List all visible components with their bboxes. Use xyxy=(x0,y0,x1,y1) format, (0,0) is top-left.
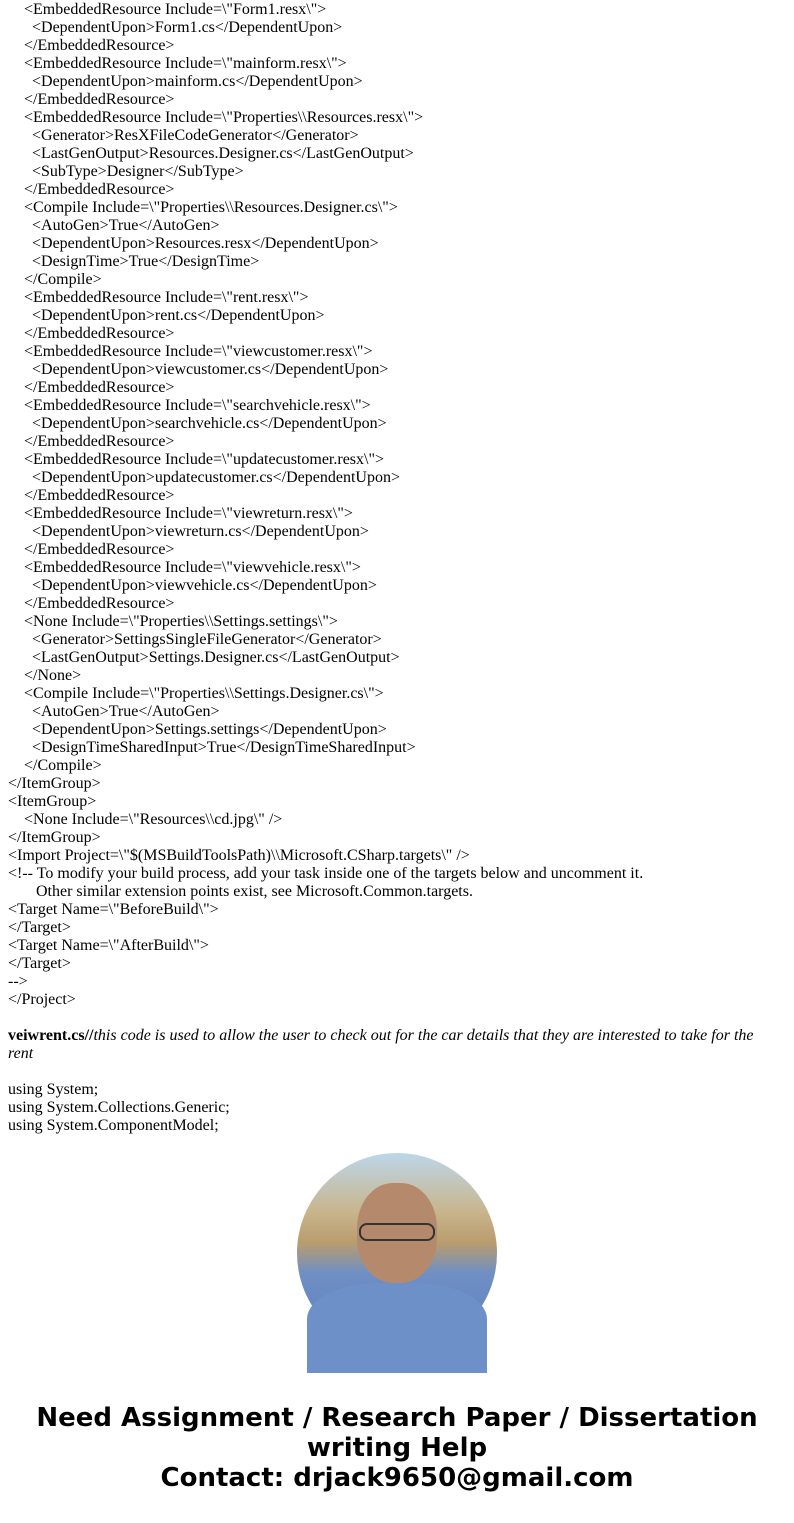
file-name: veiwrent.cs xyxy=(8,1027,85,1044)
code-line: </Compile> xyxy=(24,757,102,774)
code-line: </EmbeddedResource> xyxy=(24,91,175,108)
code-line: </EmbeddedResource> xyxy=(24,37,175,54)
comment-slashes: // xyxy=(84,1027,94,1044)
code-line: using System.ComponentModel; xyxy=(8,1117,219,1134)
code-line: <DependentUpon>Form1.cs</DependentUpon> xyxy=(32,19,343,36)
code-line: </EmbeddedResource> xyxy=(24,541,175,558)
code-line: <EmbeddedResource Include=\"rent.resx\"> xyxy=(24,289,309,306)
code-line: </ItemGroup> xyxy=(8,829,101,846)
code-line: <EmbeddedResource Include=\"Form1.resx\"> xyxy=(24,1,327,18)
code-line: <EmbeddedResource Include=\"viewvehicle.resx\"> xyxy=(24,559,361,576)
code-line: <EmbeddedResource Include=\"searchvehicle.resx\"> xyxy=(24,397,371,414)
file-note xyxy=(8,1027,778,1063)
code-line: <EmbeddedResource Include=\"viewcustomer.resx\"> xyxy=(24,343,373,360)
code-line: </EmbeddedResource> xyxy=(24,325,175,342)
code-line: <DependentUpon>updatecustomer.cs</DependentUpon> xyxy=(32,469,400,486)
code-line: <Generator>ResXFileCodeGenerator</Generator> xyxy=(32,127,359,144)
code-line: <Compile Include=\"Properties\\Resources.Designer.cs\"> xyxy=(24,199,398,216)
code-line: <DependentUpon>mainform.cs</DependentUpon> xyxy=(32,73,363,90)
code-line: <EmbeddedResource Include=\"mainform.resx\"> xyxy=(24,55,347,72)
csharp-code xyxy=(8,1081,778,1135)
code-line: </Compile> xyxy=(24,271,102,288)
code-line: --> xyxy=(8,973,28,990)
code-line: <AutoGen>True</AutoGen> xyxy=(32,703,220,720)
photo-shirt xyxy=(307,1283,487,1373)
code-line: </Target> xyxy=(8,955,71,972)
code-line: <None Include=\"Properties\\Settings.settings\"> xyxy=(24,613,338,630)
code-line: <EmbeddedResource Include=\"viewreturn.resx\"> xyxy=(24,505,353,522)
code-line: <EmbeddedResource Include=\"updatecustomer.resx\"> xyxy=(24,451,385,468)
code-line: <SubType>Designer</SubType> xyxy=(32,163,244,180)
code-line: <Compile Include=\"Properties\\Settings.Designer.cs\"> xyxy=(24,685,384,702)
code-line: <DependentUpon>viewvehicle.cs</DependentUpon> xyxy=(32,577,377,594)
code-line: <DependentUpon>Resources.resx</DependentUpon> xyxy=(32,235,379,252)
code-line: <Generator>SettingsSingleFileGenerator</Generator> xyxy=(32,631,382,648)
contact-banner xyxy=(0,1403,794,1493)
code-line: </EmbeddedResource> xyxy=(24,487,175,504)
contact-email[interactable]: Contact: drjack9650@gmail.com xyxy=(160,1463,634,1493)
code-line: </EmbeddedResource> xyxy=(24,379,175,396)
code-line: using System; xyxy=(8,1081,99,1098)
code-line: </None> xyxy=(24,667,82,684)
code-line: </EmbeddedResource> xyxy=(24,181,175,198)
code-line: <ItemGroup> xyxy=(8,793,97,810)
code-line: <!-- To modify your build process, add your task inside one of the targets below and uncomment it. xyxy=(8,865,644,882)
code-line: <DesignTime>True</DesignTime> xyxy=(32,253,260,270)
help-heading: Need Assignment / Research Paper / Dissertation writing Help xyxy=(36,1403,758,1463)
spacer xyxy=(8,1009,778,1027)
code-line: <DependentUpon>viewcustomer.cs</DependentUpon> xyxy=(32,361,389,378)
code-line: </Target> xyxy=(8,919,71,936)
code-line: <DependentUpon>searchvehicle.cs</DependentUpon> xyxy=(32,415,387,432)
code-line: <Target Name=\"BeforeBuild\"> xyxy=(8,901,219,918)
code-line: </ItemGroup> xyxy=(8,775,101,792)
code-line: <Import Project=\"$(MSBuildToolsPath)\\Microsoft.CSharp.targets\" /> xyxy=(8,847,470,864)
code-line: <DependentUpon>Settings.settings</DependentUpon> xyxy=(32,721,387,738)
code-line: <DependentUpon>rent.cs</DependentUpon> xyxy=(32,307,325,324)
code-line: <LastGenOutput>Resources.Designer.cs</LastGenOutput> xyxy=(32,145,414,162)
code-line: Other similar extension points exist, see Microsoft.Common.targets. xyxy=(36,883,473,900)
file-comment: this code is used to allow the user to check out for the car details that they are interested to take for the rent xyxy=(8,1027,754,1062)
code-line: <DesignTimeSharedInput>True</DesignTimeSharedInput> xyxy=(32,739,416,756)
code-line: <EmbeddedResource Include=\"Properties\\Resources.resx\"> xyxy=(24,109,424,126)
code-line: <LastGenOutput>Settings.Designer.cs</LastGenOutput> xyxy=(32,649,400,666)
author-photo xyxy=(297,1153,497,1353)
code-line: <None Include=\"Resources\\cd.jpg\" /> xyxy=(24,811,283,828)
project-xml-code xyxy=(8,1,778,1009)
code-line: using System.Collections.Generic; xyxy=(8,1099,230,1116)
spacer xyxy=(8,1063,778,1081)
code-line: <Target Name=\"AfterBuild\"> xyxy=(8,937,209,954)
code-line: <DependentUpon>viewreturn.cs</DependentUpon> xyxy=(32,523,369,540)
document-body xyxy=(8,1,778,1134)
photo-glasses xyxy=(359,1223,435,1241)
code-line: </EmbeddedResource> xyxy=(24,433,175,450)
code-line: </Project> xyxy=(8,991,76,1008)
code-line: </EmbeddedResource> xyxy=(24,595,175,612)
code-line: <AutoGen>True</AutoGen> xyxy=(32,217,220,234)
